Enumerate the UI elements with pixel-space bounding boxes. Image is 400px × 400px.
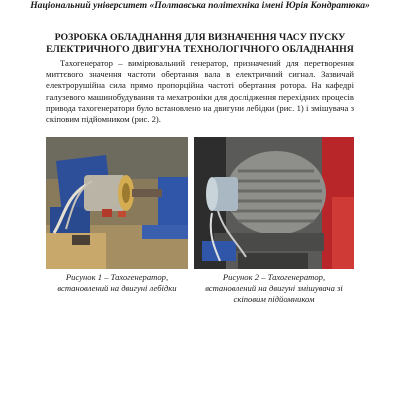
figure-1-caption [46, 272, 188, 294]
figure-2-caption-line-1: Рисунок 2 – Тахогенератор, [222, 272, 326, 282]
figure-2-caption-line-2: встановлений на двигуні змішувача зі [205, 283, 343, 293]
figure-2-caption-line-3: скіповим підйомником [233, 294, 315, 304]
figure-1-caption-line-1: Рисунок 1 – Тахогенератор, [65, 272, 169, 282]
title-line-2: ЕЛЕКТРИЧНОГО ДВИГУНА ТЕХНОЛОГІЧНОГО ОБЛАДНАННЯ [46, 44, 354, 55]
title-line-1: РОЗРОБКА ОБЛАДНАННЯ ДЛЯ ВИЗНАЧЕННЯ ЧАСУ ПУСКУ [54, 32, 346, 43]
figure-1-photo [46, 137, 188, 269]
university-header: Національний університет «Полтавська політехніка імені Юрія Кондратюка» [30, 0, 370, 11]
figure-1-caption-line-2: встановлений на двигуні лебідки [57, 283, 177, 293]
paper-title [42, 32, 358, 56]
body-paragraph: Тахогенератор – вимірювальний генератор, призначений для перетворення миттєвого значення частоти обертання вала в електричний сигнал. Зазвичай електрорушійна сила прямо пропорційна частоті обертання ротора. На кафедрі галузевого машинобудування та мехатроніки для дослідження перехідних процесів привода тахогенератори було встановлено на двигуни лебідки (рис. 1) і змішувача з скіповим підйомником (рис. 2). [46, 58, 354, 125]
figure-2-caption [194, 272, 354, 305]
figure-2-photo [194, 137, 354, 269]
